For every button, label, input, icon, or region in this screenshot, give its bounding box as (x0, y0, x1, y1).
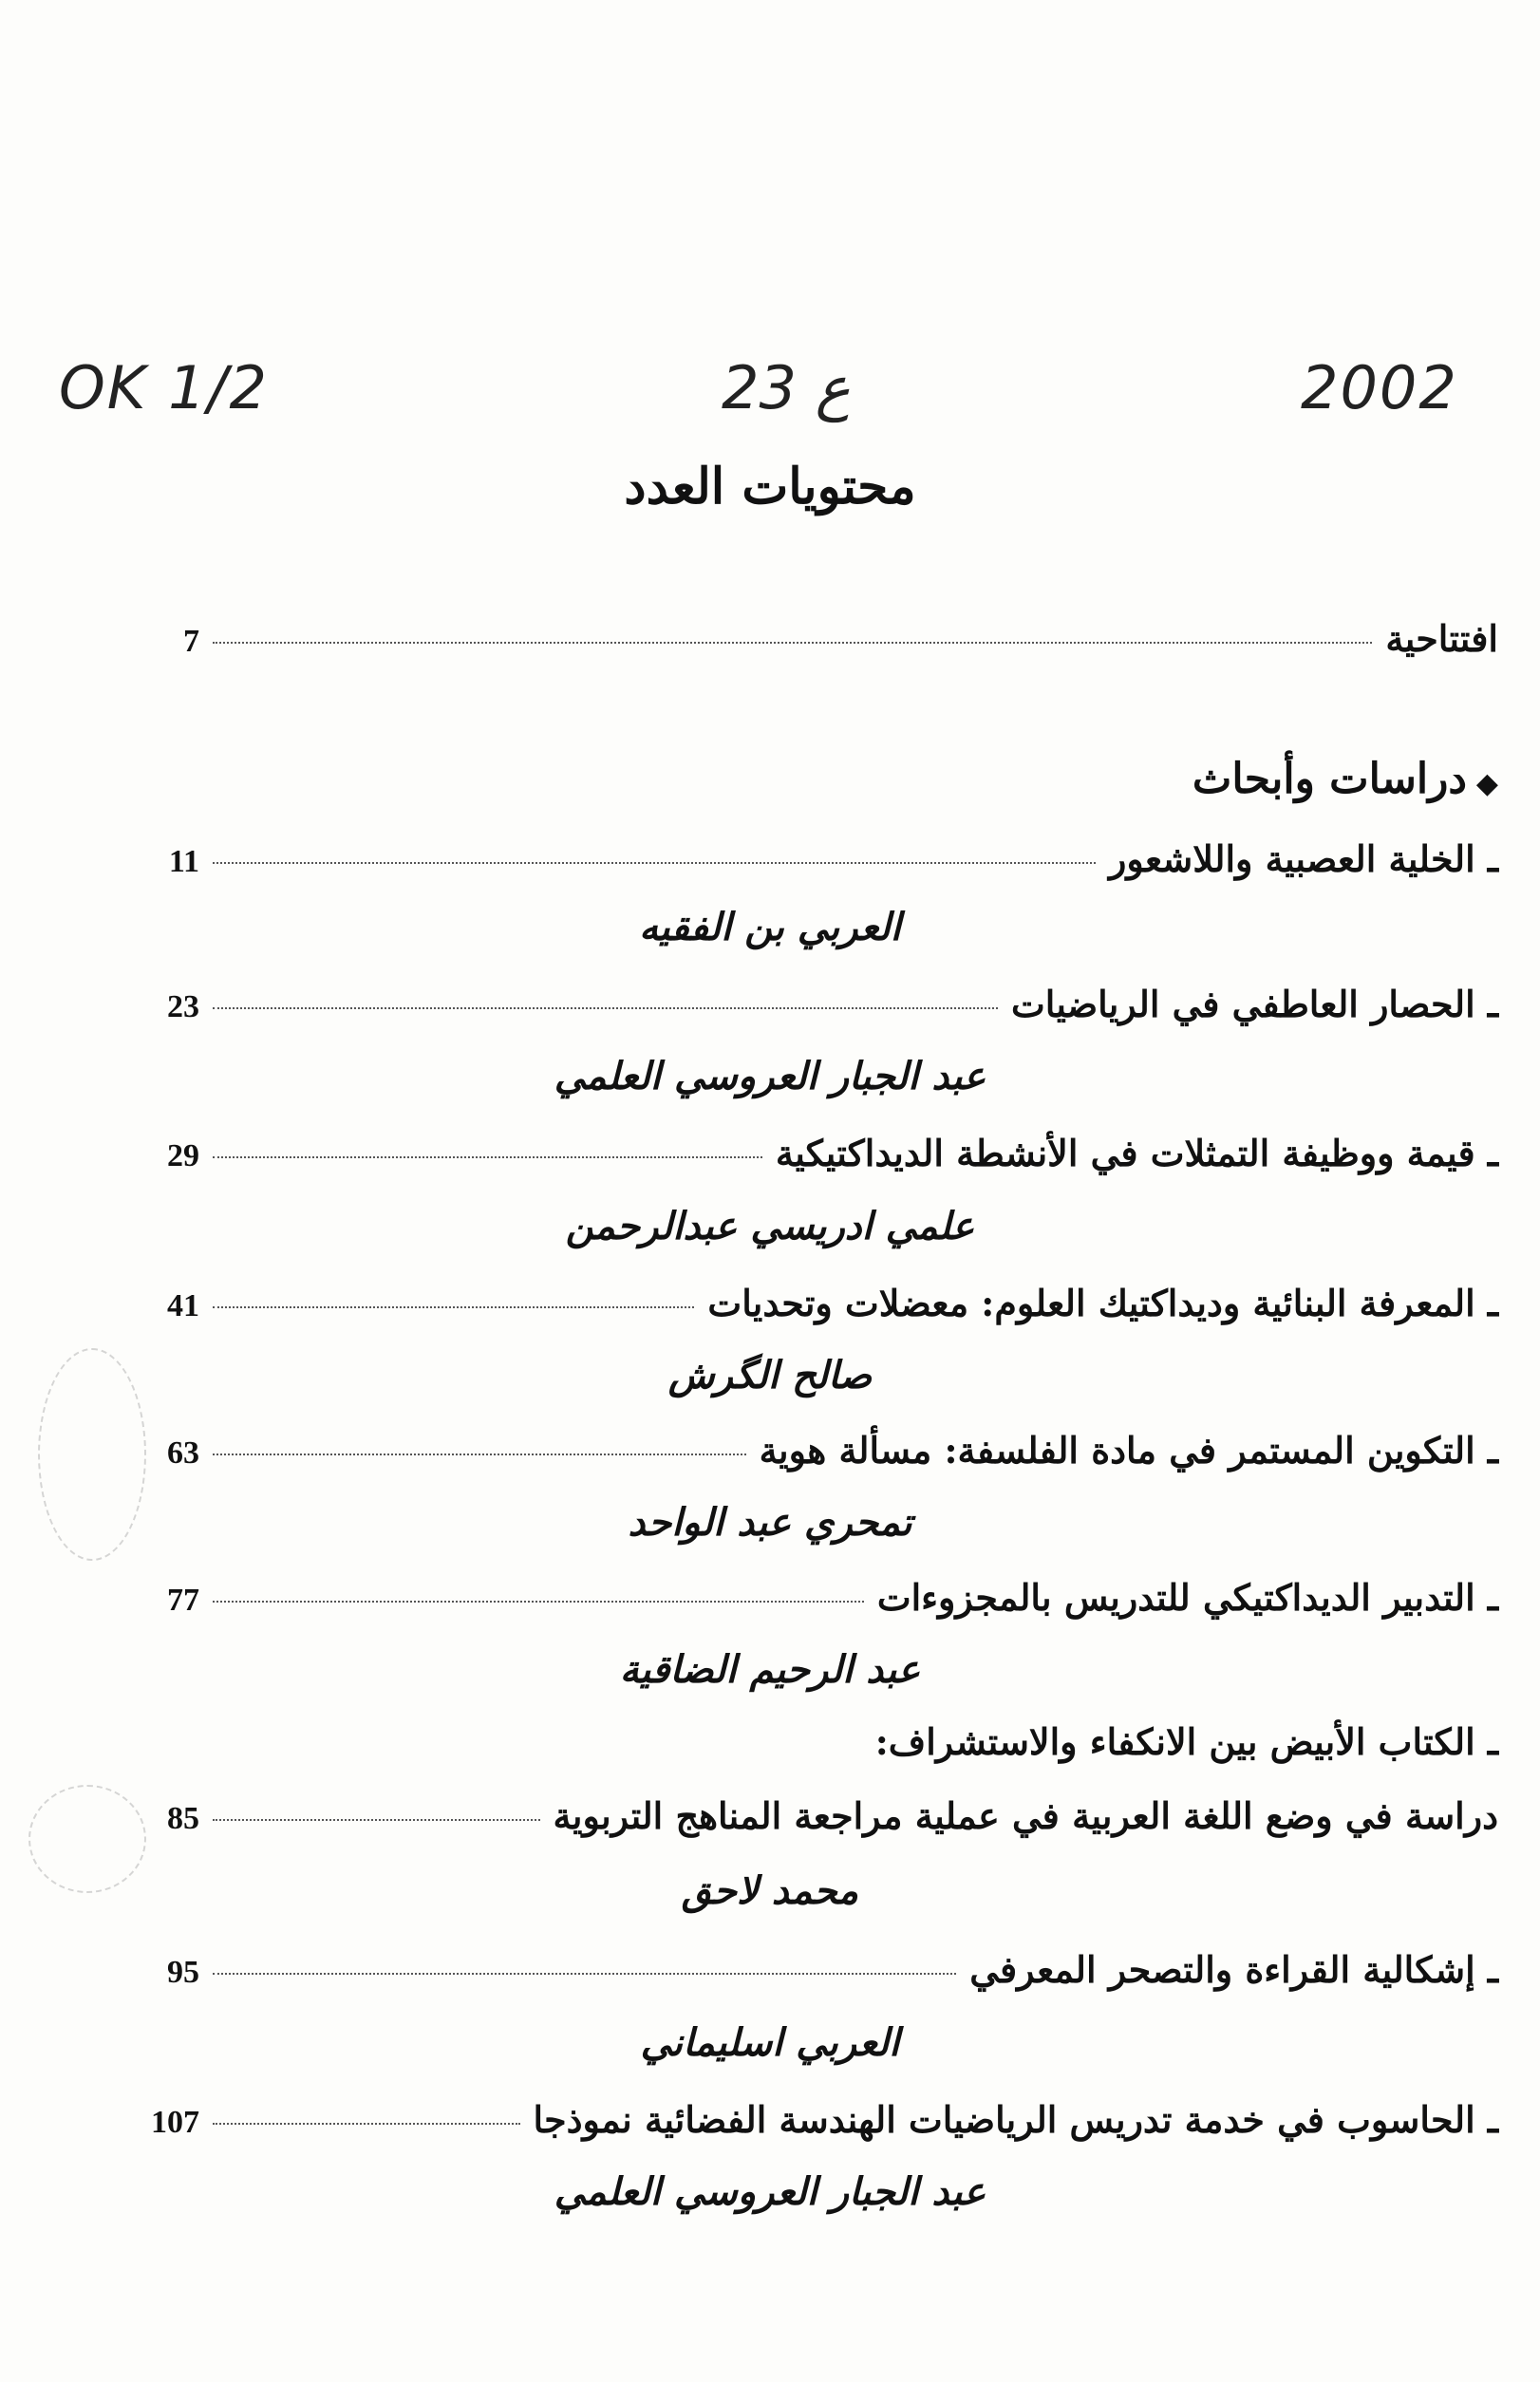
toc-entry-title: ـ المعرفة البنائية وديداكتيك العلوم: معضلات وتحديات (707, 1282, 1498, 1324)
toc-page-number: 23 (167, 989, 199, 1024)
toc-page-number: 63 (167, 1435, 199, 1471)
dot-leader (213, 1601, 864, 1603)
toc-entry-title: ـ التدبير الديداكتيكي للتدريس بالمجزوءات (876, 1576, 1498, 1619)
handwritten-ref-left: OK 1/2 (59, 353, 269, 422)
toc-row (131, 1132, 1498, 1174)
page-title: محتويات العدد (624, 458, 916, 516)
toc-page-number: 11 (168, 844, 199, 879)
toc-entry-title: ـ إشكالية القراءة والتصحر المعرفي (969, 1948, 1498, 1991)
toc-page-number: 95 (167, 1955, 199, 1990)
toc-author: عبد الرحيم الضاقية (619, 1647, 921, 1692)
toc-page-number: 41 (167, 1288, 199, 1323)
toc-author: محمد لاحق (681, 1868, 859, 1913)
toc-entry-title: ـ الخلية العصبية واللاشعور (1109, 837, 1498, 880)
toc-author: تمحري عبد الواحد (628, 1500, 912, 1545)
toc-row (131, 1429, 1498, 1472)
toc-row (131, 2098, 1498, 2141)
dot-leader (213, 642, 1372, 644)
toc-author: علمي ادريسي عبدالرحمن (565, 1204, 975, 1248)
toc-page-number: 85 (167, 1801, 199, 1836)
dot-leader (213, 1819, 540, 1821)
toc-author: عبد الجبار العروسي العلمي (554, 2169, 986, 2214)
dot-leader (213, 1973, 956, 1975)
toc-row (131, 1794, 1498, 1837)
toc-author: العربي بن الفقيه (639, 905, 901, 949)
toc-entry-title: ـ الحاسوب في خدمة تدريس الرياضيات الهندسة الفضائية نموذجا (533, 2098, 1498, 2141)
dot-leader (213, 862, 1096, 864)
dot-leader (213, 1306, 694, 1308)
toc-author: صالح الگرش (667, 1353, 873, 1397)
dot-leader (213, 1007, 998, 1009)
toc-entry-title: ـ التكوين المستمر في مادة الفلسفة: مسألة هوية (759, 1429, 1498, 1472)
toc-row-opening (131, 617, 1498, 660)
toc-author: العربي اسليماني (640, 2020, 900, 2065)
handwritten-year: 2002 (1301, 353, 1458, 422)
toc-entry-title: ـ الحصار العاطفي في الرياضيات (1011, 983, 1498, 1025)
toc-author: عبد الجبار العروسي العلمي (554, 1054, 986, 1098)
toc-entry-title: ـ قيمة ووظيفة التمثلات في الأنشطة الديداكتيكية (775, 1132, 1498, 1174)
toc-row (131, 983, 1498, 1025)
toc-page-number: 77 (167, 1583, 199, 1618)
toc-row (131, 1576, 1498, 1619)
toc-entry-title-line1: ـ الكتاب الأبيض بين الانكفاء والاستشراف: (874, 1720, 1498, 1763)
toc-page-number: 29 (167, 1138, 199, 1173)
toc-row (131, 837, 1498, 880)
section-heading (131, 755, 1498, 803)
dot-leader (213, 1454, 746, 1455)
dot-leader (213, 1156, 762, 1158)
dot-leader (213, 2123, 520, 2125)
section-heading-text: دراسات وأبحاث (1192, 755, 1467, 803)
toc-label: افتتاحية (1385, 617, 1498, 660)
toc-row (131, 1282, 1498, 1324)
toc-page-number: 7 (183, 624, 199, 659)
toc-entry-title: دراسة في وضع اللغة العربية في عملية مراجعة المناهج التربوية (553, 1794, 1498, 1837)
diamond-bullet-icon: ◆ (1475, 767, 1498, 800)
handwritten-issue-number: 23 ع (722, 353, 851, 422)
toc-row (131, 1948, 1498, 1991)
toc-page-number: 107 (151, 2105, 199, 2140)
